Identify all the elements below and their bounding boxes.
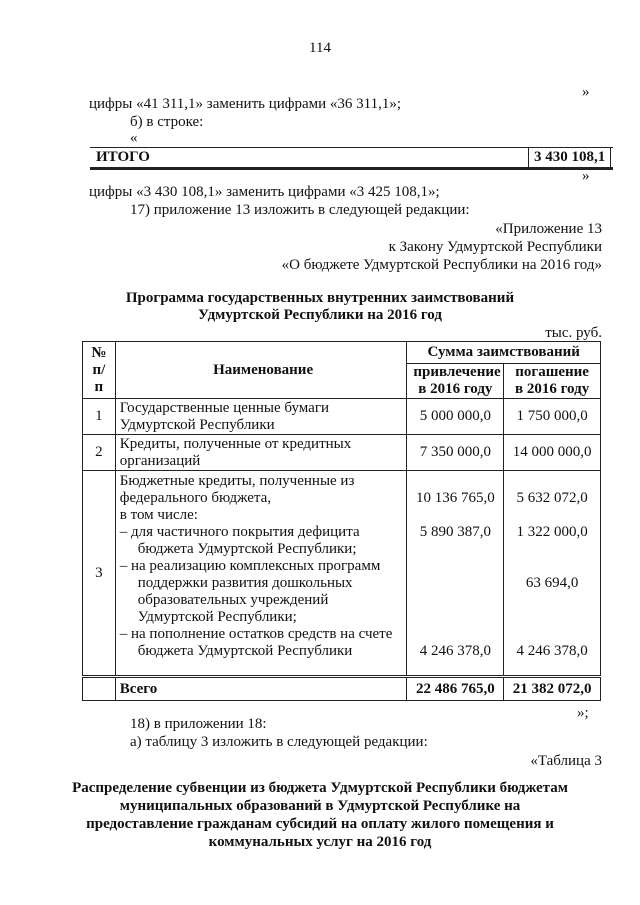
table-row <box>83 435 601 471</box>
program-title: Программа государственных внутренних заимствований <box>125 290 515 306</box>
page-number: 114 <box>309 40 331 56</box>
distribution-title: Распределение субвенции из бюджета Удмуртской Республики бюджетам <box>72 780 568 796</box>
distribution-title: коммунальных услуг на 2016 год <box>208 834 432 850</box>
table-row <box>83 399 601 435</box>
row-num: 2 <box>83 435 116 471</box>
row-repay: 5 632 072,0 1 322 000,0 63 694,0 4 246 378,0 <box>504 471 601 677</box>
row-num: 1 <box>83 399 116 435</box>
borrowing-table <box>82 341 601 701</box>
appendix-line: к Закону Удмуртской Республики <box>388 239 602 255</box>
row-attract: 7 350 000,0 <box>407 435 504 471</box>
closing-quote: » <box>582 168 590 184</box>
itogo-row <box>90 147 613 170</box>
amendment-line: б) в строке: <box>130 114 204 130</box>
itogo-value: 3 430 108,1 <box>534 149 606 165</box>
opening-quote: « <box>130 130 138 146</box>
amendment-line: 18) в приложении 18: <box>130 716 267 732</box>
row-num: 3 <box>83 471 116 677</box>
appendix-line: «О бюджете Удмуртской Республики на 2016 год» <box>281 257 602 273</box>
amendment-line: цифры «41 311,1» заменить цифрами «36 311,1»; <box>89 96 402 112</box>
row-name: Государственные ценные бумаги Удмуртской Республики <box>115 399 407 435</box>
distribution-title: предоставление гражданам субсидий на оплату жилого помещения и <box>86 816 554 832</box>
header-repay: погашение в 2016 году <box>504 364 601 399</box>
row-name: Бюджетные кредиты, полученные из федерального бюджета, в том числе: – для частичного покрытия дефицита бюджета Удмуртской Республики; – на реализацию комплексных программ поддержки развития дошкольных образовательных учреждений Удмуртской Республики; – на пополнение остатков средств на счете бюджета Удмуртской Республики <box>115 471 407 677</box>
table-row <box>83 471 601 677</box>
amendment-line: а) таблицу 3 изложить в следующей редакции: <box>130 734 428 750</box>
distribution-title: муниципальных образований в Удмуртской Республике на <box>119 798 521 814</box>
row-repay: 1 750 000,0 <box>504 399 601 435</box>
units-label: тыс. руб. <box>545 325 602 341</box>
row-attract: 10 136 765,0 5 890 387,0 4 246 378,0 <box>407 471 504 677</box>
closing-quote: »; <box>577 705 589 721</box>
header-name: Наименование <box>115 342 407 399</box>
row-repay: 14 000 000,0 <box>504 435 601 471</box>
row-name: Кредиты, полученные от кредитных организаций <box>115 435 407 471</box>
header-attract: привлечение в 2016 году <box>407 364 504 399</box>
total-repay: 21 382 072,0 <box>504 677 601 701</box>
table3-label: «Таблица 3 <box>530 753 602 769</box>
closing-quote: » <box>582 84 590 100</box>
program-title: Удмуртской Республики на 2016 год <box>198 307 442 323</box>
amendment-line: 17) приложение 13 изложить в следующей редакции: <box>130 202 470 218</box>
row-attract: 5 000 000,0 <box>407 399 504 435</box>
table-total-row <box>83 677 601 701</box>
header-num: № п/п <box>83 342 116 399</box>
appendix-line: «Приложение 13 <box>495 221 602 237</box>
total-attract: 22 486 765,0 <box>407 677 504 701</box>
amendment-line: цифры «3 430 108,1» заменить цифрами «3 425 108,1»; <box>89 184 440 200</box>
header-sum: Сумма заимствований <box>407 342 601 364</box>
total-label: Всего <box>115 677 407 701</box>
itogo-label: ИТОГО <box>96 149 150 165</box>
